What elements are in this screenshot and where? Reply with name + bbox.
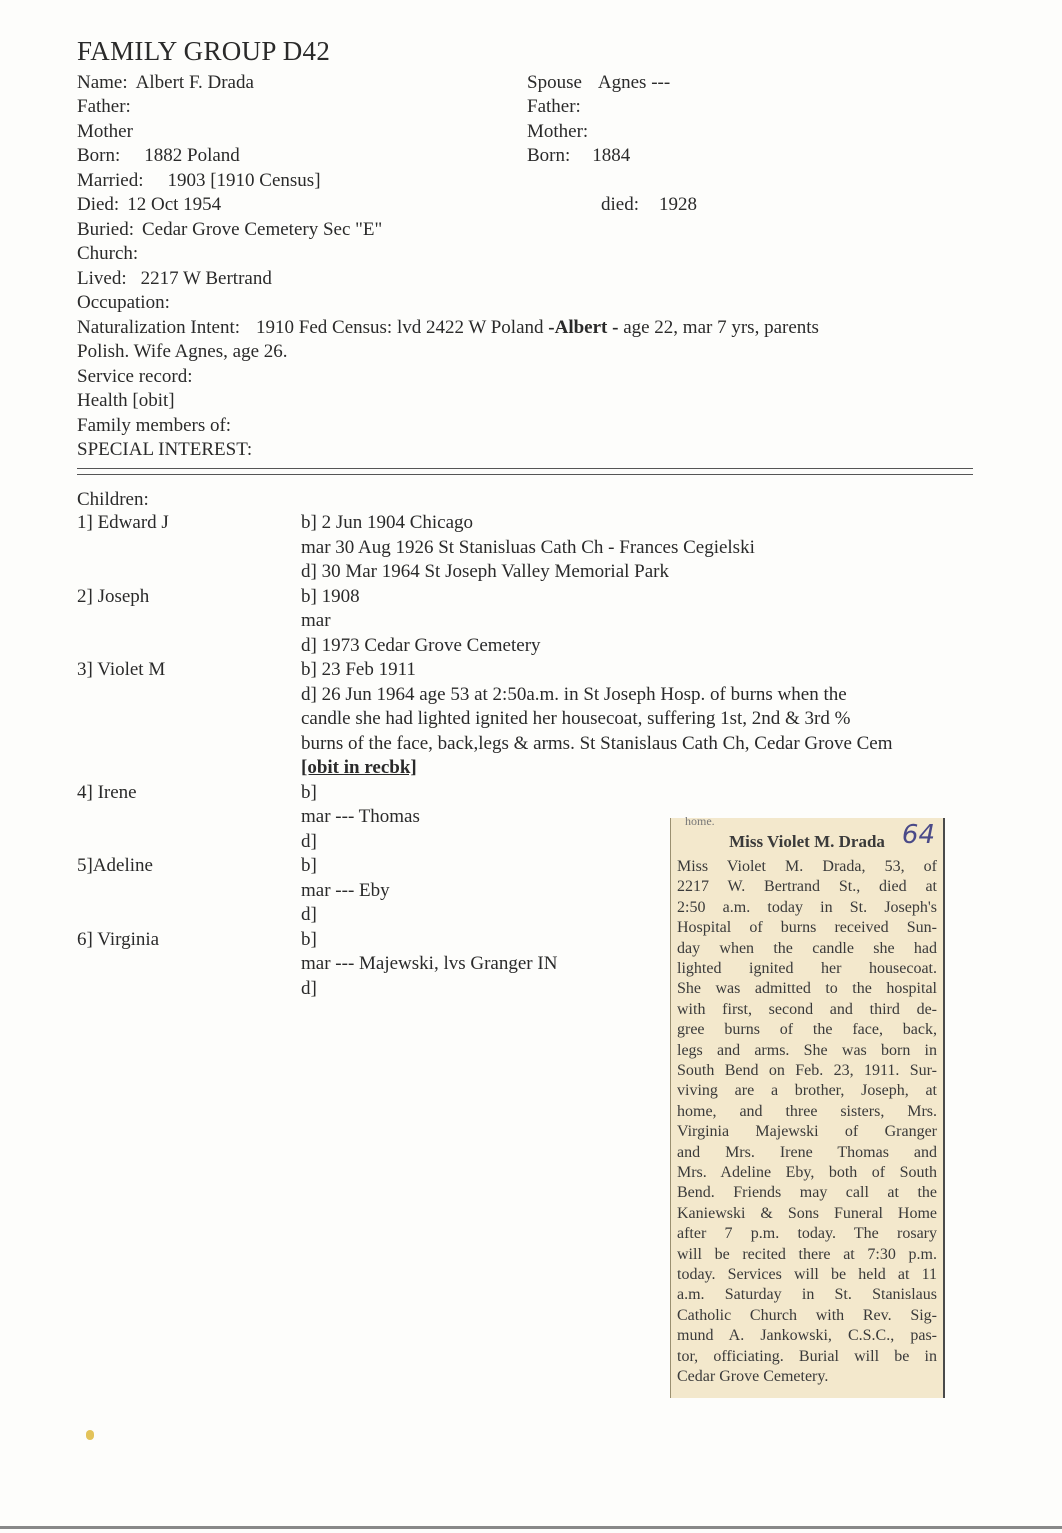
field-label: Father: [77,96,131,117]
field-spouse [527,71,670,95]
field-label: Married: [77,170,144,191]
page-title: FAMILY GROUP D42 [77,36,331,66]
clipping-line: Virginia Majewski of Granger [677,1123,937,1141]
field-died [77,193,221,217]
field-label: Mother: [527,121,589,142]
clipping-headline: Miss Violet M. Drada [729,832,885,851]
field-value: Albert F. Drada [135,72,254,93]
clipping-line: Cedar Grove Cemetery. [677,1368,829,1385]
field-label: Born: [77,145,121,166]
field-label: Buried: [77,219,134,240]
child-detail: b] 23 Feb 1911 [301,659,416,680]
field-label: Born: [527,145,571,166]
naturalization-line2: Polish. Wife Agnes, age 26. [77,341,288,362]
clipping-line: today. Services will be held at 11 [677,1266,937,1283]
field-label: Spouse [527,72,582,93]
child-detail: d] [301,831,317,852]
field-special-interest: SPECIAL INTEREST: [77,439,253,460]
child-name: 3] Violet M [77,659,166,680]
clipping-line: with first, second and third de- [677,1000,937,1018]
clipping-line: Hospital of burns received Sun- [677,919,937,937]
clipping-line: Kaniewski & Sons Funeral Home [677,1204,937,1222]
naturalization-text-end: age 22, mar 7 yrs, parents [618,317,819,338]
child-name: 1] Edward J [77,512,169,533]
field-health: Health [obit] [77,390,175,411]
clipping-line: Miss Violet M. Drada, 53, of [677,858,937,875]
field-value: 2217 W Bertrand [140,268,272,289]
field-family-members: Family members of: [77,415,232,436]
field-married [77,169,321,193]
field-value: 1882 Poland [144,145,240,166]
field-label: Occupation: [77,292,170,313]
clipping-line: 2217 W. Bertrand St., died at [677,878,937,896]
field-label: Name: [77,72,128,93]
field-value: Agnes --- [597,72,671,93]
clipping-line: lighted ignited her housecoat. [677,960,937,977]
paper-speck [86,1430,94,1440]
field-label: Father: [527,96,581,117]
obituary-clipping [670,814,945,1398]
field-born [77,144,240,168]
field-naturalization [77,316,819,340]
child-detail: mar 30 Aug 1926 St Stanisluas Cath Ch - Frances Cegielski [301,537,755,558]
field-father [77,95,139,119]
field-value: 12 Oct 1954 [127,194,222,215]
clipping-line: viving are a brother, Joseph, at [677,1082,937,1100]
obit-link[interactable]: [obit in recbk] [301,757,417,778]
clipping-line: and Mrs. Irene Thomas and [677,1143,937,1161]
child-detail: d] 26 Jun 1964 age 53 at 2:50a.m. in St Joseph Hosp. of burns when the [301,684,847,705]
field-value: 1884 [592,145,631,166]
scan-edge [0,1526,1062,1529]
field-lived [77,267,272,291]
clipping-line: gree burns of the face, back, [677,1021,937,1039]
clipping-line: Catholic Church with Rev. Sig- [677,1306,937,1324]
field-label: died: [601,194,639,215]
field-occupation [77,291,178,315]
child-name: 4] Irene [77,782,137,803]
field-value: 1928 [659,194,697,215]
child-detail: mar [301,610,331,631]
clipping-line: will be recited there at 7:30 p.m. [677,1245,937,1263]
clipping-line: day when the candle she had [677,939,937,957]
field-label: Church: [77,243,139,264]
child-detail: mar --- Majewski, lvs Granger IN [301,953,558,974]
clipping-line: mund A. Jankowski, C.S.C., pas- [677,1327,937,1345]
child-detail: d] [301,978,317,999]
field-label: Died: [77,194,120,215]
clipping-line: South Bend on Feb. 23, 1911. Sur- [677,1062,937,1079]
child-name: 6] Virginia [77,929,160,950]
clipping-line: legs and arms. She was born in [677,1041,937,1059]
field-value: Cedar Grove Cemetery Sec "E" [142,219,383,240]
child-detail: b] 2 Jun 1904 Chicago [301,512,474,533]
child-detail: b] [301,929,317,950]
clipping-line: 2:50 a.m. today in St. Joseph's [677,898,937,916]
field-value: 1903 [1910 Census] [167,170,321,191]
field-label: Naturalization Intent: [77,317,241,338]
child-detail: mar --- Eby [301,880,390,901]
field-spouse-died [601,193,697,217]
child-detail: candle she had lighted ignited her housecoat, suffering 1st, 2nd & 3rd % [301,708,851,729]
clipping-fragment: home. [685,814,715,828]
field-church [77,242,146,266]
field-service-record: Service record: [77,366,193,387]
clipping-line: home, and three sisters, Mrs. [677,1102,937,1120]
field-label: Lived: [77,268,127,289]
child-detail: b] [301,855,317,876]
field-spouse-born [527,144,630,168]
child-detail: b] 1908 [301,586,360,607]
field-mother [77,120,141,144]
field-name [77,71,254,95]
naturalization-text: 1910 Fed Census: lvd 2422 W Poland [256,317,549,338]
clipping-line: tor, officiating. Burial will be in [677,1347,937,1365]
child-name: 5]Adeline [77,855,153,876]
child-detail: mar --- Thomas [301,806,420,827]
naturalization-name: -Albert - [548,317,619,338]
child-detail: burns of the face, back,legs & arms. St Stanislaus Cath Ch, Cedar Grove Cem [301,733,893,754]
field-label: Mother [77,121,133,142]
handwritten-note: 64 [901,820,935,850]
child-name: 2] Joseph [77,586,150,607]
clipping-line: Bend. Friends may call at the [677,1184,937,1202]
child-detail: d] 1973 Cedar Grove Cemetery [301,635,541,656]
clipping-line: She was admitted to the hospital [677,980,937,998]
field-buried [77,218,382,242]
children-label: Children: [77,489,149,510]
child-detail: d] [301,904,317,925]
field-spouse-father [527,95,589,119]
field-spouse-mother [527,120,596,144]
clipping-line: after 7 p.m. today. The rosary [677,1225,937,1243]
double-rule-divider [77,468,973,475]
clipping-line: Mrs. Adeline Eby, both of South [677,1164,937,1181]
clipping-line: a.m. Saturday in St. Stanislaus [677,1286,937,1304]
child-detail: b] [301,782,317,803]
child-detail: d] 30 Mar 1964 St Joseph Valley Memorial Park [301,561,669,582]
